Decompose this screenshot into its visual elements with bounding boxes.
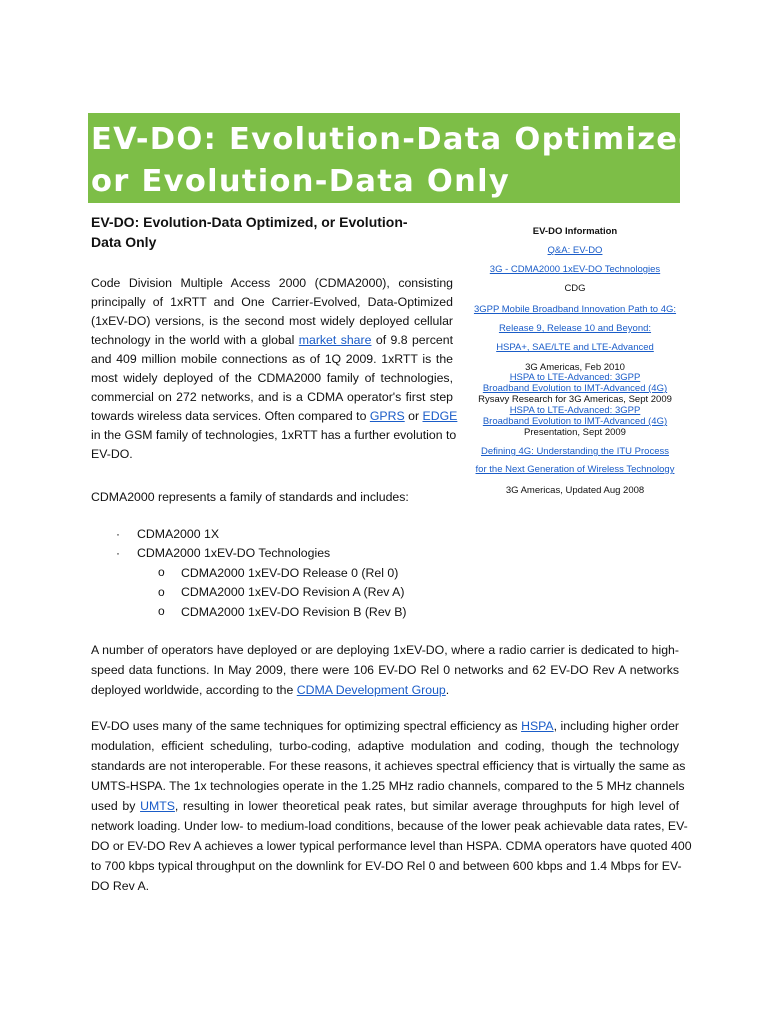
text-line: most widely deployed of the CDMA2000 family of technologies,: [91, 371, 453, 385]
deployment-paragraph: [91, 640, 679, 700]
defining-4g-link[interactable]: Defining 4G: Understanding the ITU Process: [481, 446, 669, 457]
text-line: [91, 331, 453, 350]
sub-list-item: CDMA2000 1xEV-DO Revision A (Rev A): [181, 585, 405, 599]
text-line: commercial on 272 networks, and is a CDMA operator's first step: [91, 390, 453, 404]
text-line: speed data functions. In May 2009, there were 106 EV-DO Rel 0 networks and 62 EV-DO Rev A networks: [91, 663, 679, 677]
text-line: principally of 1xRTT and One Carrier-Evolved, Data-Optimized: [91, 295, 453, 309]
sub-list-item: CDMA2000 1xEV-DO Revision B (Rev B): [181, 605, 407, 619]
text-line: network loading. Under low- to medium-load conditions, because of the lower peak achievable data rates, EV-: [91, 819, 688, 833]
text-line: (1xEV-DO) versions, is the second most widely deployed cellular: [91, 314, 453, 328]
family-intro: CDMA2000 represents a family of standards and includes:: [91, 490, 409, 504]
source-label: Presentation, Sept 2009: [524, 427, 626, 438]
3gpp-innovation-path-link-2[interactable]: Release 9, Release 10 and Beyond:: [498, 323, 652, 334]
source-label: Rysavy Research for 3G Americas, Sept 2009: [478, 394, 672, 405]
text-segment: , resulting in lower theoretical peak rates, but similar average throughputs for high level of: [174, 799, 679, 813]
article-heading-line-1: EV-DO: Evolution-Data Optimized, or Evolution-: [91, 214, 408, 230]
source-label: CDG: [564, 283, 586, 294]
intro-paragraph: [91, 274, 458, 464]
text-segment: technology in the world with a global: [91, 333, 299, 347]
sub-bullet-marker: o: [158, 565, 165, 579]
sub-bullet-marker: o: [158, 585, 165, 599]
defining-4g-link-2[interactable]: for the Next Generation of Wireless Technology: [475, 464, 675, 475]
list-item: CDMA2000 1X: [137, 527, 220, 541]
source-label: 3G Americas, Updated Aug 2008: [505, 485, 645, 496]
text-line: DO Rev A.: [91, 879, 150, 893]
hspa-to-lte-presentation-link-2[interactable]: Broadband Evolution to IMT-Advanced (4G): [482, 416, 668, 427]
umts-link[interactable]: UMTS: [140, 799, 175, 813]
text-line: UMTS-HSPA. The 1x technologies operate in the 1.25 MHz radio channels, compared to the 5 MHz channels: [91, 779, 685, 793]
bullet-marker: ·: [116, 527, 120, 541]
cdma2000-technologies-link[interactable]: 3G - CDMA2000 1xEV-DO Technologies: [489, 264, 661, 275]
list-item: CDMA2000 1xEV-DO Technologies: [137, 546, 331, 560]
title-line-1: EV-DO: Evolution-Data Optimized,: [91, 122, 715, 157]
text-segment: deployed worldwide, according to the: [91, 683, 297, 697]
text-segment: towards wireless data services. Often compared to: [91, 409, 370, 423]
text-segment: or: [404, 409, 423, 423]
text-line: [91, 716, 679, 736]
3gpp-innovation-path-link[interactable]: 3GPP Mobile Broadband Innovation Path to 4G:: [473, 304, 677, 315]
text-segment: , including higher order: [553, 719, 679, 733]
3gpp-innovation-path-link-3[interactable]: HSPA+, SAE/LTE and LTE-Advanced: [496, 342, 654, 353]
text-segment: used by: [91, 799, 141, 813]
text-line: [91, 796, 679, 816]
gprs-link[interactable]: GPRS: [369, 409, 405, 423]
text-line: [91, 407, 458, 426]
text-line: and 409 million mobile connections as of 1Q 2009. 1xRTT is the: [91, 352, 453, 366]
article-heading: [91, 212, 451, 252]
techniques-paragraph: [91, 716, 692, 896]
text-line: [91, 680, 679, 700]
text-segment: EV-DO uses many of the same techniques for optimizing spectral efficiency as: [91, 719, 522, 733]
title-banner: [88, 113, 715, 203]
text-line: to 700 kbps typical throughput on the downlink for EV-DO Rel 0 and between 600 kbps and 1.4 Mbps for EV-: [91, 859, 682, 873]
text-segment: .: [445, 683, 450, 697]
sub-list-item: CDMA2000 1xEV-DO Release 0 (Rel 0): [181, 566, 399, 580]
text-segment: of 9.8 percent: [371, 333, 453, 347]
bullet-marker: ·: [116, 546, 120, 560]
source-label: 3G Americas, Feb 2010: [525, 362, 625, 373]
sub-bullet-marker: o: [158, 604, 165, 618]
text-line: A number of operators have deployed or are deploying 1xEV-DO, where a radio carrier is dedicated to high-: [91, 643, 679, 657]
article-heading-line-2: Data Only: [91, 234, 157, 250]
hspa-to-lte-presentation-link[interactable]: HSPA to LTE-Advanced: 3GPP: [509, 405, 641, 416]
text-line: Code Division Multiple Access 2000 (CDMA2000), consisting: [91, 276, 453, 290]
hspa-to-lte-advanced-link-2[interactable]: Broadband Evolution to IMT-Advanced (4G): [482, 383, 668, 394]
cdma-development-group-link[interactable]: CDMA Development Group: [296, 683, 446, 697]
text-line: in the GSM family of technologies, 1xRTT has a further evolution to: [91, 428, 457, 442]
text-line: DO or EV-DO Rev A achieves a lower typical performance level than HSPA. CDMA operators have quoted 400: [91, 839, 692, 853]
hspa-link[interactable]: HSPA: [521, 719, 554, 733]
sidebar-heading: EV-DO Information: [532, 226, 618, 237]
title-line-2: or Evolution-Data Only: [91, 164, 511, 199]
market-share-link[interactable]: market share: [298, 333, 372, 347]
text-line: EV-DO.: [91, 447, 133, 461]
text-line: modulation, efficient scheduling, turbo-coding, adaptive modulation and coding, though the technology: [91, 739, 679, 753]
hspa-to-lte-advanced-link[interactable]: HSPA to LTE-Advanced: 3GPP: [509, 372, 641, 383]
qa-ev-do-link[interactable]: Q&A: EV-DO: [547, 245, 603, 256]
edge-link[interactable]: EDGE: [422, 409, 458, 423]
text-line: standards are not interoperable. For these reasons, it achieves spectral efficiency that is virtually the same as: [91, 759, 686, 773]
